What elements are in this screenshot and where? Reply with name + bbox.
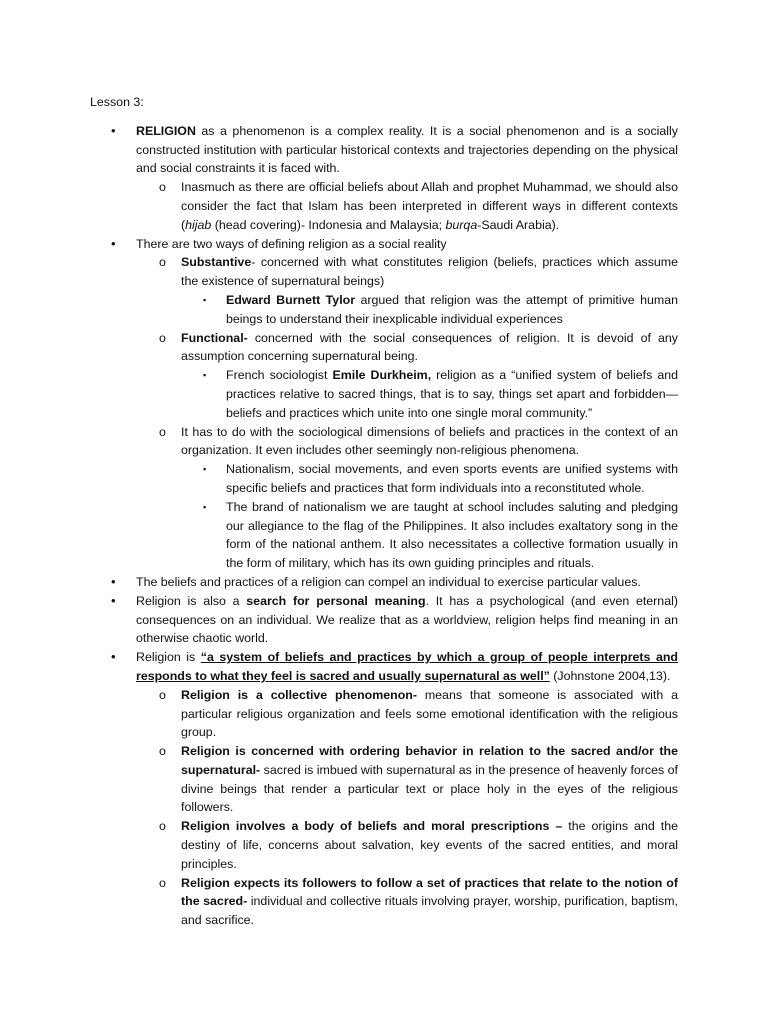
text-segment: (head covering)- Indonesia and Malaysia; xyxy=(211,217,446,232)
list-marker-square: ▪ xyxy=(203,464,207,475)
list-item-text xyxy=(181,180,678,232)
list-marker-circle: o xyxy=(159,875,166,890)
text-segment: Religion is xyxy=(136,650,201,665)
list-item-text xyxy=(226,500,678,570)
list-marker-circle: o xyxy=(159,819,166,834)
text-segment: Religion is also a xyxy=(136,593,247,608)
list-item xyxy=(90,573,678,592)
lesson-title: Lesson 3: xyxy=(90,95,144,109)
list-item-text xyxy=(226,462,678,495)
list-item xyxy=(90,874,678,930)
list-item xyxy=(90,498,678,573)
text-segment: RELIGION xyxy=(136,123,196,138)
text-segment: Emile Durkheim, xyxy=(332,368,432,383)
list-item-text xyxy=(181,819,678,871)
list-marker-bullet: • xyxy=(111,235,116,251)
list-marker-square: ▪ xyxy=(203,294,207,305)
list-item-text xyxy=(136,650,678,683)
list-marker-square: ▪ xyxy=(203,501,207,512)
text-segment: hijab xyxy=(185,217,212,232)
list-item xyxy=(90,122,678,178)
list-marker-circle: o xyxy=(159,687,166,702)
text-segment: sacred is imbued with supernatural as in the presence of heavenly forces of divine beings that render a particular text or place holy in the eyes of the religious followers. xyxy=(181,762,678,815)
list-marker-circle: o xyxy=(159,180,166,195)
list-item-text xyxy=(136,237,447,251)
list-item-text xyxy=(226,293,678,326)
list-item-text xyxy=(136,594,678,646)
text-segment: Edward Burnett Tylor xyxy=(226,292,356,307)
text-segment: means that someone is associated with a particular religious organization and feels some emotional identification with the religious group. xyxy=(181,687,678,740)
text-segment: (Johnstone 2004,13). xyxy=(549,668,671,683)
text-segment: argued that religion was the attempt of primitive human beings to understand their inexplicable individual experiences xyxy=(226,292,678,326)
text-segment: Religion expects its followers to follow a set of practices that relate to the notion of the sacred- xyxy=(181,875,678,909)
text-segment: Functional- xyxy=(181,330,248,345)
list-item-text xyxy=(181,331,678,364)
list-item xyxy=(90,366,678,422)
list-marker-circle: o xyxy=(159,744,166,759)
list-item xyxy=(90,423,678,461)
text-segment: Inasmuch as there are official beliefs about Allah and prophet Muhammad, we should also consider the fact that Islam has been interpreted in different ways in different contexts ( xyxy=(181,180,678,232)
list-item xyxy=(90,253,678,291)
text-segment: The beliefs and practices of a religion can compel an individual to exercise particular values. xyxy=(136,574,641,589)
list-item-text xyxy=(181,425,678,458)
list-item xyxy=(90,329,678,367)
text-segment: religion as a “unified system of beliefs and practices relative to sacred things, that is to say, things set apart and forbidden—beliefs and practices which unite into one single moral community.” xyxy=(226,368,678,420)
document-body xyxy=(90,93,678,930)
text-segment: Religion is concerned with ordering behavior in relation to the sacred and/or the supernatural- xyxy=(181,744,678,777)
text-segment: French sociologist xyxy=(226,368,333,383)
list-item-text xyxy=(136,124,678,176)
list-marker-bullet: • xyxy=(111,122,116,138)
list-item xyxy=(90,817,678,873)
list-marker-circle: o xyxy=(159,330,166,345)
list-item xyxy=(90,291,678,329)
text-segment: “a system of beliefs and practices by which a group of people interprets and responds to what they feel is sacred and usually supernatural as well” xyxy=(136,650,678,683)
list-item-text xyxy=(226,368,678,420)
text-segment: Nationalism, social movements, and even sports events are unified systems with specific beliefs and practices that form individuals into a reconstituted whole. xyxy=(226,462,678,495)
text-segment: -Saudi Arabia). xyxy=(477,217,560,232)
list-item xyxy=(90,742,678,817)
list-item-text xyxy=(181,744,678,814)
text-segment: Religion involves a body of beliefs and moral prescriptions – xyxy=(181,819,563,834)
list-marker-circle: o xyxy=(159,424,166,439)
list-item xyxy=(90,460,678,498)
list-marker-square: ▪ xyxy=(203,370,207,381)
text-segment: . It has a psychological (and even eternal) consequences on an individual. We realize that as a worldview, religion helps find meaning in an otherwise chaotic world. xyxy=(136,593,678,646)
list-item-text xyxy=(181,876,678,928)
text-segment: Religion is a collective phenomenon- xyxy=(181,687,417,702)
text-segment: There are two ways of defining religion as a social reality xyxy=(136,236,447,251)
list-item xyxy=(90,178,678,234)
list-item-text xyxy=(136,575,641,589)
text-segment: The brand of nationalism we are taught at school includes saluting and pledging our allegiance to the flag of the Philippines. It also includes exaltatory song in the form of the national anthem. It also necessitates a collective formation usually in the form of military, which has its own guiding principles and rituals. xyxy=(226,499,678,571)
list-marker-bullet: • xyxy=(111,649,116,665)
text-segment: individual and collective rituals involving prayer, worship, purification, baptism, and sacrifice. xyxy=(181,894,678,928)
list-item-text xyxy=(181,255,678,288)
list-marker-circle: o xyxy=(159,255,166,270)
list-item xyxy=(90,686,678,742)
text-segment: - concerned with what constitutes religion (beliefs, practices which assume the existence of supernatural beings) xyxy=(181,255,678,289)
text-segment: the origins and the destiny of life, concerns about salvation, key events of the sacred entities, and moral principles. xyxy=(181,819,678,871)
list-item-text xyxy=(181,688,678,740)
text-segment: search for personal meaning xyxy=(246,593,426,608)
bullet-list xyxy=(90,122,678,930)
list-marker-bullet: • xyxy=(111,592,116,608)
list-item xyxy=(90,592,678,648)
list-marker-bullet: • xyxy=(111,573,116,589)
list-item xyxy=(90,235,678,254)
text-segment: concerned with the social consequences of religion. It is devoid of any assumption concerning supernatural being. xyxy=(181,330,678,364)
text-segment: It has to do with the sociological dimensions of beliefs and practices in the context of an organization. It even includes other seemingly non-religious phenomena. xyxy=(181,424,678,458)
list-item xyxy=(90,648,678,686)
text-segment: burqa xyxy=(445,217,478,232)
text-segment: Substantive xyxy=(181,255,252,270)
text-segment: as a phenomenon is a complex reality. It is a social phenomenon and is a socially constructed institution with particular historical contexts and trajectories depending on the physical and social constraints it is faced with. xyxy=(136,123,678,176)
